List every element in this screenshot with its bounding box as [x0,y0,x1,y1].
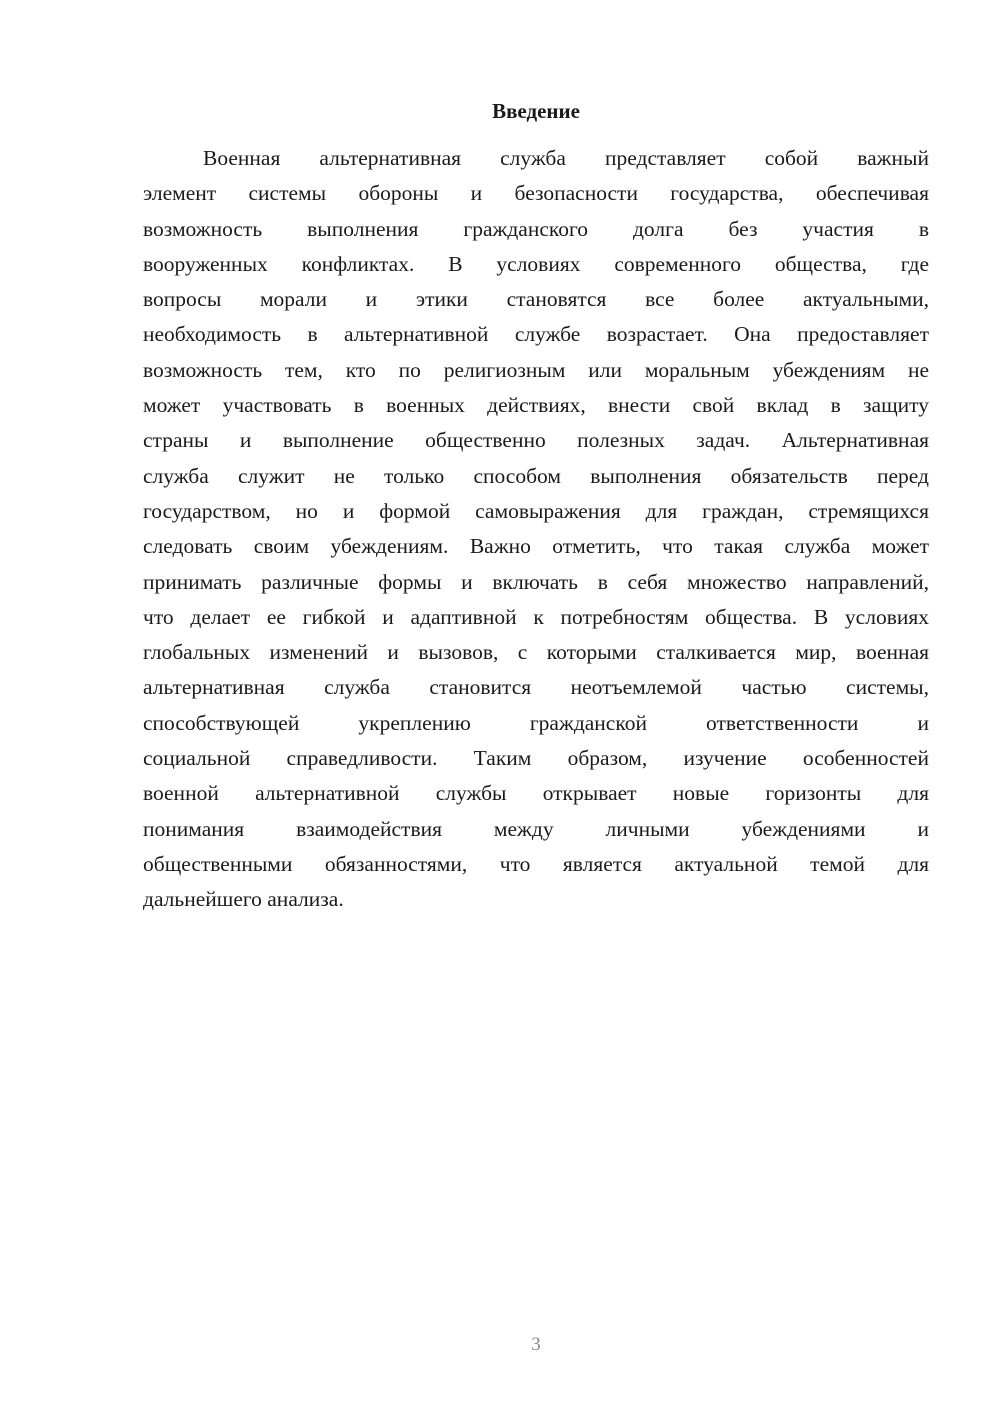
paragraph-line: альтернативная служба становится неотъемлемой частью системы, [143,675,929,700]
paragraph-line: возможность тем, кто по религиозным или моральным убеждениям не [143,357,929,382]
paragraph-line: вооруженных конфликтах. В условиях современного общества, где [143,251,929,276]
paragraph-line: необходимость в альтернативной службе возрастает. Она предоставляет [143,322,929,347]
paragraph-line: понимания взаимодействия между личными убеждениями и [143,816,929,841]
paragraph-line: общественными обязанностями, что является актуальной темой для [143,851,929,876]
paragraph-line: элемент системы обороны и безопасности государства, обеспечивая [143,181,929,206]
paragraph-line: дальнейшего анализа. [143,887,344,912]
paragraph-line: государством, но и формой самовыражения для граждан, стремящихся [143,498,929,523]
body-paragraph [143,141,929,918]
paragraph-line: может участвовать в военных действиях, внести свой вклад в защиту [143,393,929,418]
paragraph-line: способствующей укреплению гражданской ответственности и [143,710,929,735]
paragraph-line: следовать своим убеждениям. Важно отметить, что такая служба может [143,534,929,559]
paragraph-line: Военная альтернативная служба представляет собой важный [203,146,929,170]
paragraph-line: страны и выполнение общественно полезных задач. Альтернативная [143,428,929,453]
paragraph-line: военной альтернативной службы открывает новые горизонты для [143,781,929,806]
paragraph-line: принимать различные формы и включать в себя множество направлений, [143,569,929,594]
paragraph-line: возможность выполнения гражданского долга без участия в [143,216,929,241]
page-number: 3 [531,1334,541,1355]
paragraph-line: глобальных изменений и вызовов, с которыми сталкивается мир, военная [143,640,929,665]
paragraph-line: вопросы морали и этики становятся все более актуальными, [143,287,929,312]
page-title: Введение [492,99,580,123]
paragraph-line: что делает ее гибкой и адаптивной к потребностям общества. В условиях [143,604,929,629]
paragraph-line: служба служит не только способом выполнения обязательств перед [143,463,929,488]
paragraph-line: социальной справедливости. Таким образом, изучение особенностей [143,746,929,771]
